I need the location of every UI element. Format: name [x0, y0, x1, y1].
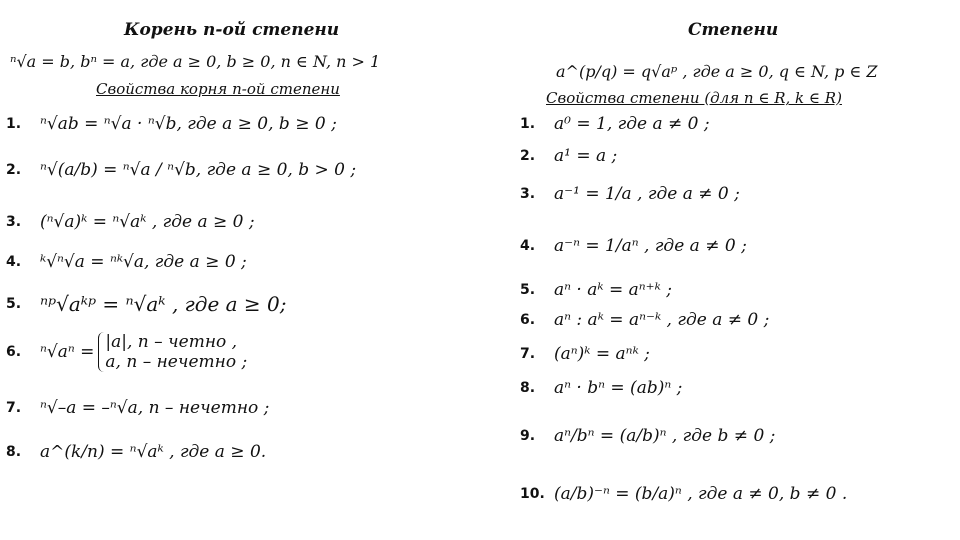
item-number: 8.: [520, 380, 536, 396]
roots-definition: ⁿ√a = b, bⁿ = a, где a ≥ 0, b ≥ 0, n ∈ N, n > 1: [10, 52, 381, 71]
root-property-8: [6, 442, 266, 462]
power-property-5: [520, 280, 672, 300]
root-property-6: [6, 332, 247, 372]
item-number: 1.: [6, 116, 22, 132]
formula: aⁿ · aᵏ = aⁿ⁺ᵏ ;: [554, 280, 672, 300]
formula: a⁰ = 1, где a ≠ 0 ;: [554, 114, 710, 134]
power-property-4: [520, 236, 747, 256]
cases-brace: [98, 332, 247, 372]
case-even: |a|, n – четно ,: [105, 332, 238, 352]
power-property-1: [520, 114, 710, 134]
item-number: 4.: [520, 238, 536, 254]
case-odd: a, n – нечетно ;: [105, 352, 248, 372]
item-number: 8.: [6, 444, 22, 460]
roots-properties-subtitle: Свойства корня n-ой степени: [96, 80, 340, 98]
item-number: 3.: [6, 214, 22, 230]
formula: (a/b)⁻ⁿ = (b/a)ⁿ , где a ≠ 0, b ≠ 0 .: [554, 484, 848, 504]
formula: a^(k/n) = ⁿ√aᵏ , где a ≥ 0.: [40, 442, 267, 462]
formula: a⁻ⁿ = 1/aⁿ , где a ≠ 0 ;: [554, 236, 747, 256]
root-property-4: [6, 252, 247, 272]
formula: a¹ = a ;: [554, 146, 618, 166]
formula-lhs: ⁿ√aⁿ =: [40, 342, 95, 362]
powers-definition: a^(p/q) = q√aᵖ , где a ≥ 0, q ∈ N, p ∈ Z: [556, 62, 878, 81]
item-number: 9.: [520, 428, 536, 444]
roots-title: Корень n-ой степени: [124, 20, 340, 40]
item-number: 5.: [6, 296, 22, 312]
formula: ⁿᵖ√aᵏᵖ = ⁿ√aᵏ , где a ≥ 0;: [40, 292, 287, 316]
item-number: 6.: [6, 344, 22, 360]
item-number: 1.: [520, 116, 536, 132]
power-property-3: [520, 184, 740, 204]
item-number: 7.: [520, 346, 536, 362]
formula: ⁿ√–a = –ⁿ√a, n – нечетно ;: [40, 398, 270, 418]
item-number: 2.: [520, 148, 536, 164]
formula: ⁿ√ab = ⁿ√a · ⁿ√b, где a ≥ 0, b ≥ 0 ;: [40, 114, 337, 134]
power-property-10: [520, 484, 847, 504]
formula: aⁿ · bⁿ = (ab)ⁿ ;: [554, 378, 683, 398]
root-property-7: [6, 398, 269, 418]
formula: aⁿ : aᵏ = aⁿ⁻ᵏ , где a ≠ 0 ;: [554, 310, 770, 330]
item-number: 4.: [6, 254, 22, 270]
power-property-7: [520, 344, 650, 364]
powers-properties-subtitle: Свойства степени (для n ∈ R, k ∈ R): [546, 89, 842, 107]
formula: ᵏ√ⁿ√a = ⁿᵏ√a, где a ≥ 0 ;: [40, 252, 247, 272]
formula: aⁿ/bⁿ = (a/b)ⁿ , где b ≠ 0 ;: [554, 426, 776, 446]
root-property-3: [6, 212, 255, 232]
power-property-2: [520, 146, 617, 166]
power-property-8: [520, 378, 682, 398]
root-property-1: [6, 114, 337, 134]
item-number: 3.: [520, 186, 536, 202]
powers-title: Степени: [688, 20, 779, 40]
power-property-6: [520, 310, 769, 330]
item-number: 6.: [520, 312, 536, 328]
formula: (aⁿ)ᵏ = aⁿᵏ ;: [554, 344, 650, 364]
root-property-2: [6, 160, 356, 180]
root-property-5: [6, 292, 287, 316]
item-number: 10.: [520, 486, 545, 502]
item-number: 5.: [520, 282, 536, 298]
item-number: 2.: [6, 162, 22, 178]
power-property-9: [520, 426, 775, 446]
formula: (ⁿ√a)ᵏ = ⁿ√aᵏ , где a ≥ 0 ;: [40, 212, 255, 232]
formula: ⁿ√(a/b) = ⁿ√a / ⁿ√b, где a ≥ 0, b > 0 ;: [40, 160, 357, 180]
formula: a⁻¹ = 1/a , где a ≠ 0 ;: [554, 184, 740, 204]
item-number: 7.: [6, 400, 22, 416]
